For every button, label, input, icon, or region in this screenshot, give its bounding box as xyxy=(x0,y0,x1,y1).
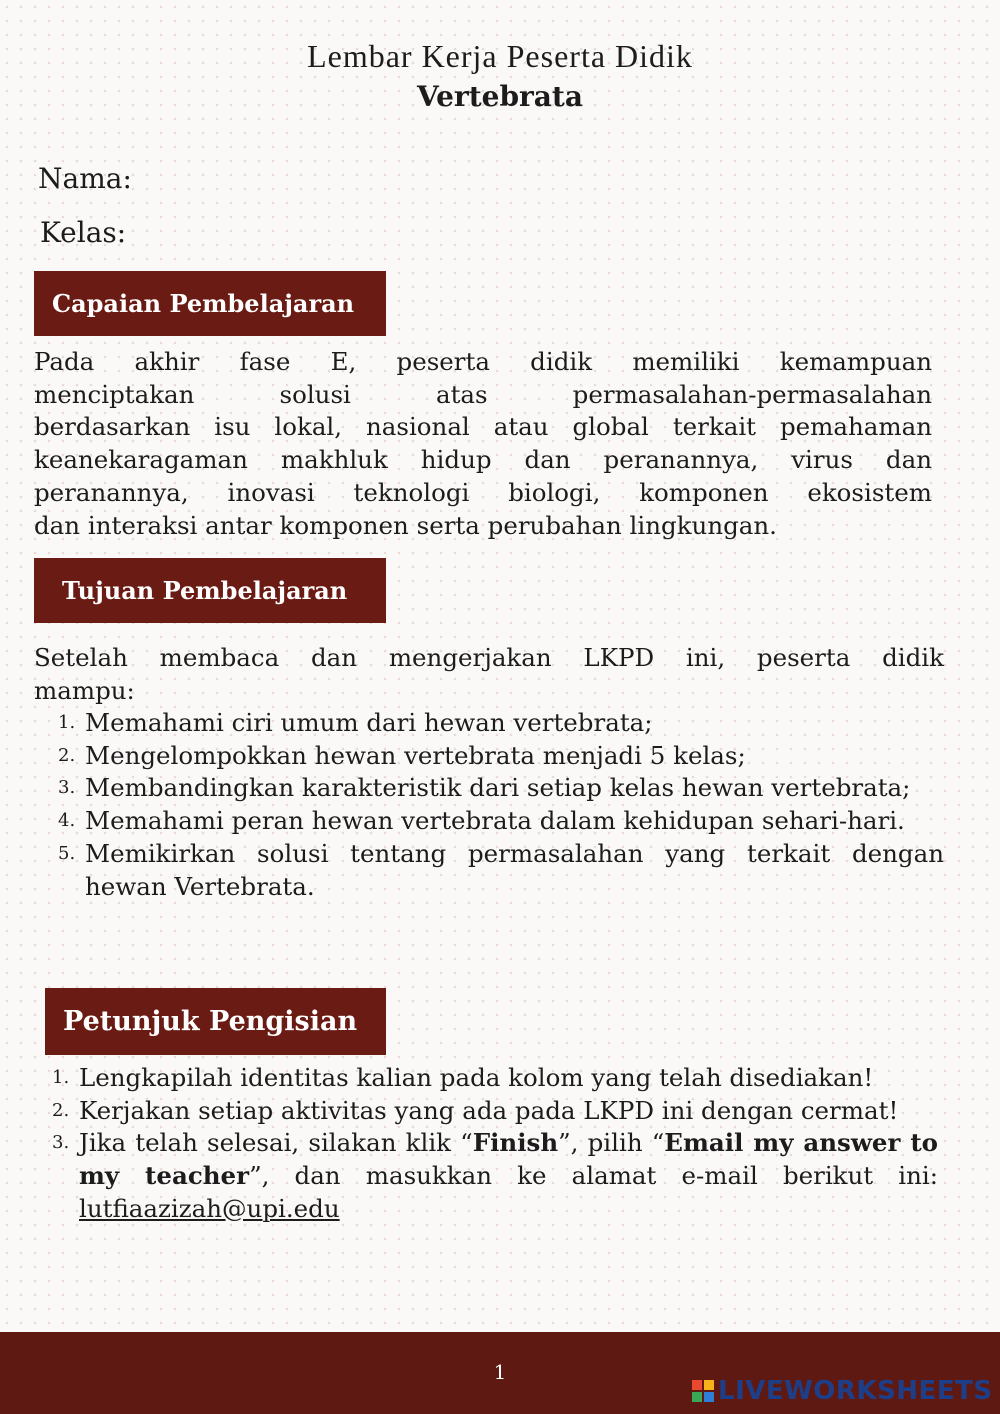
petunjuk-item3-part2: ”, pilih “ xyxy=(558,1128,665,1158)
petunjuk-item xyxy=(28,1127,938,1225)
capaian-line: keanekaragaman makhluk hidup dan peranannya, virus dan xyxy=(34,445,932,475)
page-number: 1 xyxy=(493,1360,507,1384)
petunjuk-heading-box xyxy=(45,988,386,1055)
tujuan-item xyxy=(34,838,944,903)
tujuan-item xyxy=(34,740,944,773)
petunjuk-item xyxy=(28,1062,938,1095)
tujuan-intro-line: Setelah membaca dan mengerjakan LKPD ini, peserta didik xyxy=(34,643,944,672)
tujuan-item-text: Memikirkan solusi tentang permasalahan yang terkait dengan hewan Vertebrata. xyxy=(85,838,944,901)
petunjuk-item-text: Kerjakan setiap aktivitas yang ada pada LKPD ini dengan cermat! xyxy=(79,1095,899,1125)
logo-square xyxy=(704,1392,714,1402)
tujuan-item xyxy=(34,707,944,740)
tujuan-list xyxy=(34,707,944,903)
capaian-line: peranannya, inovasi teknologi biologi, komponen ekosistem xyxy=(34,477,932,507)
capaian-line: berdasarkan isu lokal, nasional atau global terkait pemahaman xyxy=(34,412,932,442)
list-number: 4. xyxy=(58,810,76,832)
tujuan-heading: Tujuan Pembelajaran xyxy=(62,576,348,605)
tujuan-item xyxy=(34,805,944,838)
tujuan-intro-line: mampu: xyxy=(34,675,135,705)
nama-label: Nama: xyxy=(38,162,132,195)
logo-square xyxy=(704,1380,714,1390)
petunjuk-item-text: Lengkapilah identitas kalian pada kolom yang telah disediakan! xyxy=(79,1063,874,1092)
tujuan-heading-box xyxy=(34,558,386,623)
capaian-line: Pada akhir fase E, peserta didik memiliki kemampuan xyxy=(34,347,932,376)
capaian-line: dan interaksi antar komponen serta perubahan lingkungan. xyxy=(34,510,777,540)
list-number: 1. xyxy=(52,1067,70,1088)
list-number: 5. xyxy=(58,842,76,864)
teacher-email-link[interactable]: lutfiaazizah@upi.edu xyxy=(79,1193,340,1223)
liveworksheets-logo[interactable] xyxy=(692,1376,993,1406)
capaian-heading: Capaian Pembelajaran xyxy=(52,289,355,318)
tujuan-item xyxy=(34,772,944,805)
tujuan-item-text: Memahami ciri umum dari hewan vertebrata; xyxy=(85,708,653,737)
document-title: Vertebrata xyxy=(416,80,584,113)
list-number: 3. xyxy=(58,777,76,799)
email-choice-keyword: Email my answer to my teacher xyxy=(79,1128,939,1191)
logo-square xyxy=(692,1380,702,1390)
document-subtitle: Lembar Kerja Peserta Didik xyxy=(307,38,693,74)
capaian-line: menciptakan solusi atas permasalahan-permasalahan xyxy=(34,379,932,409)
petunjuk-item3-part1: Jika telah selesai, silakan klik “ xyxy=(79,1128,473,1158)
petunjuk-item3-part3: ”, dan masukkan ke alamat e-mail berikut ini: xyxy=(249,1161,939,1191)
kelas-label: Kelas: xyxy=(40,216,127,249)
tujuan-item-text: Membandingkan karakteristik dari setiap kelas hewan vertebrata; xyxy=(85,773,911,803)
list-number: 2. xyxy=(52,1099,70,1121)
logo-square xyxy=(692,1392,702,1402)
finish-keyword: Finish xyxy=(472,1128,559,1158)
petunjuk-list xyxy=(28,1062,938,1226)
tujuan-item-text: Memahami peran hewan vertebrata dalam kehidupan sehari-hari. xyxy=(85,806,905,836)
liveworksheets-squares-icon xyxy=(692,1380,714,1402)
capaian-heading-box xyxy=(34,271,386,336)
petunjuk-heading: Petunjuk Pengisian xyxy=(63,1006,358,1037)
list-number: 1. xyxy=(58,712,76,733)
tujuan-item-text: Mengelompokkan hewan vertebrata menjadi 5 kelas; xyxy=(85,740,746,770)
petunjuk-item xyxy=(28,1095,938,1128)
liveworksheets-brand: LIVEWORKSHEETS xyxy=(718,1376,993,1406)
list-number: 2. xyxy=(58,744,76,766)
capaian-paragraph xyxy=(34,346,932,542)
tujuan-intro xyxy=(34,642,944,707)
list-number: 3. xyxy=(52,1132,70,1154)
